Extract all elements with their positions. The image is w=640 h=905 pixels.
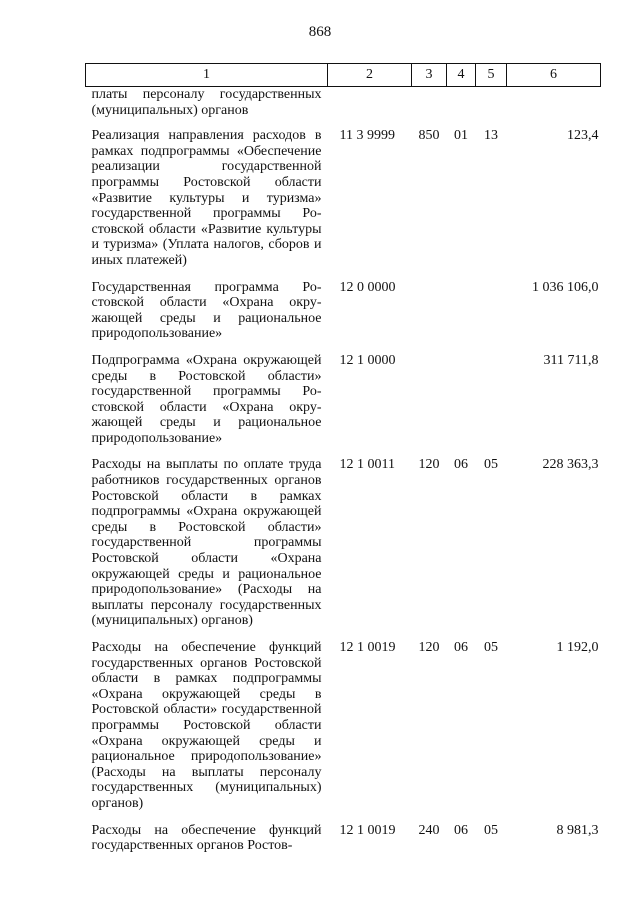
row-expense-type: 120 — [418, 640, 440, 655]
row-subsection — [476, 87, 507, 129]
column-header-6: 6 — [507, 64, 601, 87]
row-amount — [507, 87, 601, 129]
row-subsection: 05 — [484, 822, 498, 838]
row-section — [447, 280, 476, 353]
table-row — [86, 128, 601, 279]
row-name: Расходы на обеспечение функций государственных органов Ростов- — [91, 822, 322, 854]
row-name: Расходы на выплаты по оплате труда работников государственных органов Ростовской области в рамках подпрограммы «Охрана окружающей среды в Ростовской области» государственной программы Ростовской области «Охрана окружающей среды и рациональное природопользование» (Расходы на выплаты персоналу государственных (муниципальных) органов) — [91, 457, 322, 629]
row-expense-type: 120 — [418, 457, 440, 473]
row-target-code: 12 0 0000 — [339, 279, 396, 295]
row-target-code: 11 3 9999 — [339, 128, 395, 144]
row-section: 06 — [454, 640, 468, 655]
row-section: 06 — [454, 822, 468, 838]
row-subsection — [476, 280, 507, 353]
row-amount: 228 363,3 — [542, 457, 599, 473]
row-target-code: 12 1 0000 — [339, 352, 396, 368]
row-target-code: 12 1 0019 — [339, 640, 396, 655]
row-amount: 311 711,8 — [543, 352, 599, 368]
row-subsection — [476, 353, 507, 458]
row-name: Расходы на обеспечение функций государственных органов Ростовской области в рамках подпрограммы «Охрана окружающей среды в Ростовской области» государственной программы Ростовской области «Охрана окружающей среды и рациональное природопользование» (Расходы на выплаты персоналу государственных (муниципальных) органов) — [91, 640, 322, 811]
budget-table — [85, 63, 601, 865]
row-target-code: 12 1 0011 — [339, 457, 395, 473]
row-subsection: 05 — [484, 640, 498, 655]
column-header-4: 4 — [447, 64, 476, 87]
row-expense-type: 850 — [418, 128, 440, 144]
row-expense-type — [412, 353, 447, 458]
table-row — [86, 823, 601, 865]
table-header-row — [86, 64, 601, 87]
row-section: 06 — [454, 457, 468, 473]
row-name: Реализация направления расходов в рамках подпрограммы «Обеспечение реализации государственной программы Ростовской области «Развитие культуры и туризма» государственной программы Ростовской области «Развитие культуры и туризма» (Уплата налогов, сборов и иных платежей) — [91, 128, 322, 268]
table-row — [86, 457, 601, 640]
row-amount: 123,4 — [567, 128, 599, 144]
row-amount: 8 981,3 — [556, 822, 599, 838]
table-row — [86, 280, 601, 353]
row-expense-type: 240 — [418, 822, 440, 838]
column-header-3: 3 — [412, 64, 447, 87]
row-section: 01 — [454, 128, 468, 144]
row-section — [447, 353, 476, 458]
column-header-2: 2 — [328, 64, 412, 87]
page-number: 868 — [308, 24, 332, 40]
row-expense-type — [412, 87, 447, 129]
row-name: платы персоналу государственных (муниципальных) органов — [91, 87, 322, 118]
table-row — [86, 87, 601, 129]
table-row — [86, 640, 601, 823]
row-name: Государственная программа Ростовской области «Охрана окружающей среды и рациональное природопользование» — [91, 279, 322, 342]
row-expense-type — [412, 280, 447, 353]
row-amount: 1 192,0 — [556, 640, 599, 655]
column-header-1: 1 — [86, 64, 328, 87]
table-row — [86, 353, 601, 458]
row-amount: 1 036 106,0 — [532, 279, 599, 295]
row-target-code — [328, 87, 412, 129]
row-name: Подпрограмма «Охрана окружающей среды в Ростовской области» государственной программы Ростовской области «Охрана окружающей среды и рациональное природопользование» — [91, 352, 322, 446]
row-subsection: 13 — [484, 128, 498, 144]
column-header-5: 5 — [476, 64, 507, 87]
row-section — [447, 87, 476, 129]
row-subsection: 05 — [484, 457, 498, 473]
row-target-code: 12 1 0019 — [339, 822, 396, 838]
